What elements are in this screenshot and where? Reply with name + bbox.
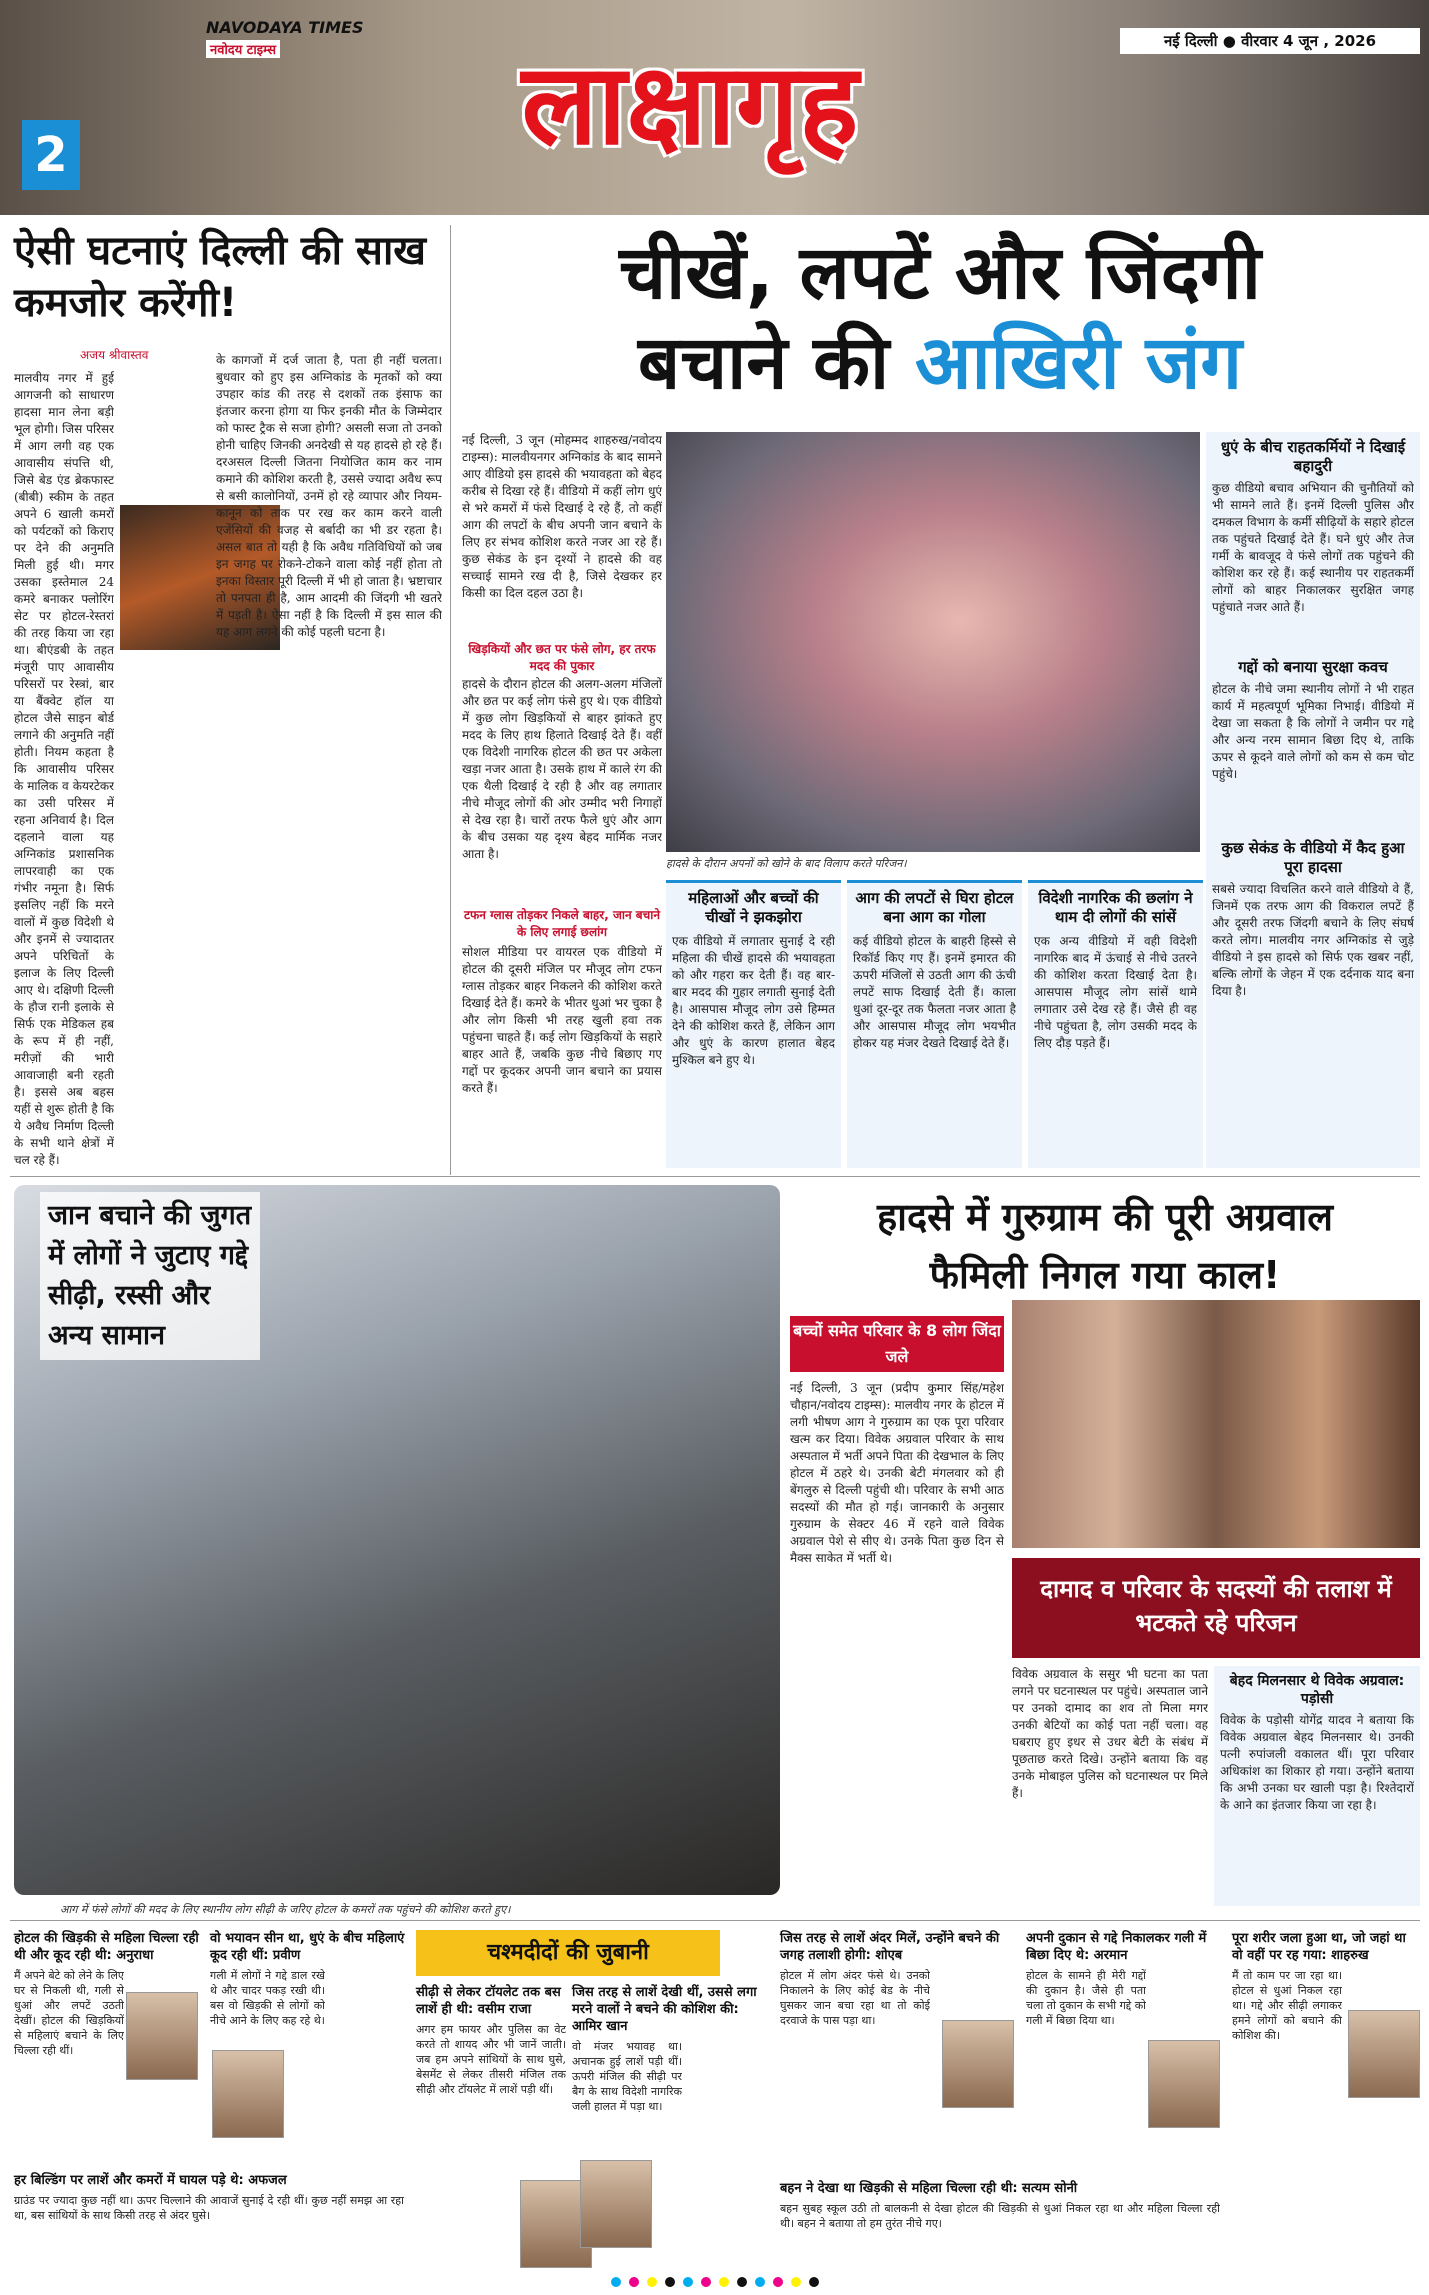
main-sub-1: खिड़कियों और छत पर फंसे लोग, हर तरफ मदद की पुकार <box>468 642 656 673</box>
witness-1-title: होटल की खिड़की से महिला चिल्ला रही थी और कूद रही थी: अनुराधा <box>14 1931 199 1963</box>
section-rule <box>10 1176 1420 1177</box>
left-story-body-2: के कागजों में दर्ज जाता है, पता ही नहीं चलता। बुधवार को हुए इस अग्निकांड के मृतकों को क्या उपहार कांड की तरह से दशकों तक इंसाफ का इंतजार करना होगा या फिर इनकी मौत के जिम्मेदार को फास्ट ट्रैक से सजा होगी? असली सजा तो उनको होनी चाहिए जिनकी अनदेखी से यह हादसे हो रहे हैं। दरअसल दिल्ली जितना नियोजित काम कर नाम कमाने की कोशिश करती है, उससे ज्यादा अवैध रूप से बसी कालोनियों, उनमें हो रहे व्यापार और नियम-कानून को ताक पर रख कर काम करने वाली एजेंसियों की वजह से बर्बादी का भी डर रहता है। असल बात तो यही है कि अवैध गतिविधियों को जब इन जगह पर रोकने-टोकने वाला कोई नहीं होता तो इनका विस्तार पूरी दिल्ली में भी हो जाता है। भ्रष्टाचार तो पनपता ही है, आम आदमी की जिंदगी भी खतरे में पड़ती है। ऐसा नहीं है कि दिल्ली में इस साल की यह आग लगने की कोई पहली घटना है। <box>216 353 442 639</box>
witness-8-body: मैं तो काम पर जा रहा था। होटल से धुआं निकल रहा था। गद्दे और सीढ़ी लगाकर हमने लोगों को बचाने की कोशिश की। <box>1232 1969 1342 2042</box>
main-story-body: नई दिल्ली, 3 जून (मोहम्मद शाहरुख/नवोदय टाइम्स): मालवीयनगर अग्निकांड के बाद सामने आए वीडियो इस हादसे की भयावहता को बेहद करीब से दिखा रहे हैं। वीडियो में कहीं लोग धुएं से भरे कमरों में फंसे दिखाई दे रहे हैं, तो कहीं आग की लपटों के बीच अपनी जान बचाने के लिए हर संभव कोशिश करते नजर आ रहे हैं। कुछ सेकंड के इन दृश्यों ने हादसे की वह सच्चाई सामने रख दी है, जिसे देखकर हर किसी का दिल दहल उठा है। <box>462 433 662 600</box>
family-photos-collage <box>1012 1300 1420 1548</box>
witness-9 <box>780 2180 1220 2275</box>
right-heading-3: कुछ सेकंड के वीडियो में कैद हुआ पूरा हादसा <box>1221 839 1405 876</box>
right-column <box>1206 432 1420 1168</box>
bottom-rule <box>10 1920 1420 1921</box>
main-photo-caption: हादसे के दौरान अपनों को खोने के बाद विलाप करते परिजन। <box>666 857 907 870</box>
info-box-3-body: एक अन्य वीडियो में वही विदेशी नागरिक बाद में ऊंचाई से नीचे उतरने की कोशिश करता दिखाई देता है। आसपास मौजूद लोग सांसें थामे लगातार उसे देख रहे हैं। जैसे ही वह नीचे पहुंचता है, लोग उसकी मदद के लिए दौड़ पड़ते हैं। <box>1034 934 1197 1050</box>
info-box-1-body: एक वीडियो में लगातार सुनाई दे रही महिला की चीखें हादसे की भयावहता को और गहरा कर देती हैं। वह बार-बार मदद की गुहार लगाती सुनाई देती है। आसपास मौजूद लोग उसे हिम्मत देने की कोशिश करते हैं, लेकिन आग और धुएं के कारण हालात बेहद मुश्किल बने हुए थे। <box>672 934 835 1067</box>
info-box-2-title: आग की लपटों से घिरा होटल बना आग का गोला <box>855 889 1014 926</box>
right-body-3: सबसे ज्यादा विचलित करने वाले वीडियो वे हैं, जिनमें एक तरफ आग की विकराल लपटें हैं और दूसरी तरफ जिंदगी बचाने के लिए संघर्ष करते लोग। मालवीय नगर अग्निकांड से जुड़े वीडियो ने इस हादसे को सिर्फ एक खबर नहीं, बल्कि लोगों के जेहन में एक दर्दनाक याद बना दिया है। <box>1212 882 1414 998</box>
registration-marks <box>0 2277 1429 2289</box>
witness-7-body: होटल के सामने ही मेरी गद्दों की दुकान है। जैसे ही पता चला तो दुकान के सभी गद्दे को गली में बिछा दिया था। <box>1026 1969 1146 2027</box>
main-headline-part-a: बचाने की <box>637 320 890 406</box>
witness-2-title: हर बिल्डिंग पर लाशें और कमरों में घायल पड़े थे: अफजल <box>14 2173 287 2188</box>
witness-9-title: बहन ने देखा था खिड़की से महिला चिल्ला रही थी: सत्यम सोनी <box>780 2181 1078 2196</box>
main-sub-2: टफन ग्लास तोड़कर निकले बाहर, जान बचाने के लिए लगाई छलांग <box>463 908 661 939</box>
witness-5-photo <box>580 2160 652 2248</box>
rescue-photo-overlay: जान बचाने की जुगत में लोगों ने जुटाए गद्दे सीढ़ी, रस्सी और अन्य सामान <box>40 1192 260 1360</box>
main-story-body-3: सोशल मीडिया पर वायरल एक वीडियो में होटल की दूसरी मंजिल पर मौजूद लोग टफन ग्लास तोड़कर बाहर निकलने की कोशिश करते दिखाई देते हैं। कमरे के भीतर धुआं भर चुका है और लोग किसी भी तरह खुली हवा तक पहुंचना चाहते हैं। कई लोग खिड़कियों के सहारे बाहर आते हैं, जबकि कुछ नीचे बिछाए गए गद्दों पर कूदकर अपनी जान बचाने का प्रयास करते हैं। <box>462 945 662 1095</box>
witness-6-photo <box>942 2020 1014 2108</box>
main-story-body-2: हादसे के दौरान होटल की अलग-अलग मंजिलों और छत पर कई लोग फंसे हुए थे। एक वीडियो में कुछ लोग खिड़कियों से बाहर झांकते हुए मदद के लिए हाथ हिलाते दिखाई देते हैं। वहीं एक विदेशी नागरिक होटल की छत पर अकेला खड़ा नजर आता है। उसके हाथ में काले रंग की एक थैली दिखाई दे रही है और वह लगातार नीचे मौजूद लोगों की ओर उम्मीद भरी निगाहों से देख रहा है। चारों तरफ फैले धुएं और आग के बीच उसका यह दृश्य बेहद मार्मिक नजर आता है। <box>462 677 662 861</box>
rescue-photo-caption: आग में फंसे लोगों की मदद के लिए स्थानीय लोग सीढ़ी के जरिए होटल के कमरों तक पहुंचने की कोशिश करते हुए। <box>60 1903 511 1916</box>
page-number: 2 <box>22 120 80 190</box>
info-box-2-body: कई वीडियो होटल के बाहरी हिस्से से रिकॉर्ड किए गए हैं। इनमें इमारत की ऊपरी मंजिलों से उठती आग की ऊंची लपटें साफ दिखाई देती हैं। काला धुआं दूर-दूर तक फैलता नजर आता है और आसपास मौजूद लोग भयभीत होकर यह मंजर देखते दिखाई देते हैं। <box>853 934 1016 1050</box>
witness-8-title: पूरा शरीर जला हुआ था, जो जहां था वो वहीं पर रह गया: शाहरुख <box>1232 1931 1406 1963</box>
family-headline-2: फैमिली निगल गया काल! <box>929 1253 1281 1297</box>
paper-name-hindi: नवोदय टाइम्स <box>206 40 280 58</box>
right-heading-2: गद्दों को बनाया सुरक्षा कवच <box>1238 658 1388 676</box>
dateline: नई दिल्ली ● वीरवार 4 जून , 2026 <box>1120 28 1420 54</box>
right-body-2: होटल के नीचे जमा स्थानीय लोगों ने भी राहत कार्य में महत्वपूर्ण भूमिका निभाई। वीडियो में देखा जा सकता है कि लोगों ने जमीन पर गद्दे और अन्य नरम सामान बिछा दिए थे, ताकि ऊपर से कूदने वाले लोगों को कम से कम चोट पहुंचे। <box>1212 682 1414 781</box>
neighbor-quote-title: बेहद मिलनसार थे विवेक अग्रवाल: पड़ोसी <box>1229 1673 1405 1707</box>
left-story-body-1: मालवीय नगर में हुई आगजनी को साधारण हादसा मान लेना बड़ी भूल होगी। जिस परिसर में आग लगी वह एक आवासीय संपत्ति थी, जिसे बेड एंड ब्रेकफास्ट (बीबी) स्कीम के तहत अपने 6 खाली कमरों को पर्यटकों को किराए पर देने की अनुमति मिली हुई थी। मगर उसका इस्तेमाल 24 कमरे बनाकर फ्लोरिंग सेट पर होटल-रेस्तरां की तरह किया जा रहा था। बीएंडबी के तहत मंजूरी पाए आवासीय परिसरों पर रेस्त्रां, बार या बैंक्वेट हॉल या होटल जैसे साइन बोर्ड लगाने की अनुमति नहीं होती। नियम कहता है कि आवासीय परिसर के मालिक व केयरटेकर का उसी परिसर में रहना अनिवार्य है। दिल दहलाने वाला यह अग्निकांड प्रशासनिक लापरवाही का एक गंभीर नमूना है। सिर्फ इसलिए नहीं कि मरने वालों में कुछ विदेशी थे और इनमें से ज्यादातर अपने परिचितों के इलाज के लिए दिल्ली आए थे। दक्षिणी दिल्ली के हौज रानी इलाके से सिर्फ एक मेडिकल हब के रूप में ही नहीं, मरीज़ों की भारी आवाजाही बनी रहती है। इससे अब बहस यहीं से शुरू होती है कि ये अवैध निर्माण दिल्ली के सभी थाने क्षेत्रों में चल रहे हैं। <box>14 371 114 1167</box>
main-headline-line-2 <box>460 318 1420 408</box>
neighbor-quote-body: विवेक के पड़ोसी योगेंद्र यादव ने बताया कि विवेक अग्रवाल बेहद मिलनसार थे। उनकी पत्नी रुपांजली वकालत थीं। पूरा परिवार अधिकांश का शिकार हो गया। उन्होंने बताया कि अभी उनका घर खाली पड़ा है। रिश्तेदारों के आने का इंतजार किया जा रहा है। <box>1220 1713 1414 1812</box>
left-story-headline: ऐसी घटनाएं दिल्ली की साख कमजोर करेंगी! <box>14 228 427 326</box>
info-box-3 <box>1028 880 1203 1168</box>
family-banner: दामाद व परिवार के सदस्यों की तलाश में भटकते रहे परिजन <box>1012 1558 1420 1658</box>
witness-6-body: होटल में लोग अंदर फंसे थे। उनको निकालने के लिए कोई बेड के नीचे घुसकर जान बचा रहा था तो कोई दरवाजे के पास पड़ा था। <box>780 1969 930 2027</box>
witness-2 <box>14 2172 404 2272</box>
witness-4-title: सीढ़ी से लेकर टॉयलेट तक बस लाशें ही थी: वसीम राजा <box>416 1985 561 2017</box>
family-tag: बच्चों समेत परिवार के 8 लोग जिंदा जले <box>790 1316 1004 1372</box>
family-story-body-2: विवेक अग्रवाल के ससुर भी घटना का पता लगने पर घटनास्थल पर पहुंचे। अस्पताल जाने पर उनको दामाद का शव तो मिला मगर उनकी बेटियों का कोई पता नहीं चला। वह घबराए हुए इधर से उधर बेटी के संबंध में पूछताछ करते दिखे। उन्होंने बताया कि वह उनके मोबाइल पुलिस को घटनास्थल पर मिले हैं। <box>1012 1667 1208 1800</box>
witness-7-title: अपनी दुकान से गद्दे निकालकर गली में बिछा दिए थे: अरमान <box>1026 1931 1207 1963</box>
witness-3-photo <box>212 2050 284 2138</box>
family-headline-1: हादसे में गुरुग्राम की पूरी अग्रवाल <box>876 1195 1334 1239</box>
eyewitness-banner: चश्मदीदों की जुबानी <box>416 1930 720 1976</box>
witness-7-photo <box>1148 2040 1220 2128</box>
witness-3-body: गली में लोगों ने गद्दे डाल रखे थे और चादर पकड़ रखी थी। बस वो खिड़की से लोगों को नीचे आने के लिए कह रहे थे। <box>210 1969 325 2027</box>
witness-3-title: वो भयावन सीन था, धुएं के बीच महिलाएं कूद रही थीं: प्रवीण <box>210 1931 405 1963</box>
info-box-3-title: विदेशी नागरिक की छलांग ने थाम दी लोगों की सांसें <box>1038 889 1193 926</box>
byline: अजय श्रीवास्तव <box>80 348 149 362</box>
column-rule <box>450 225 451 1175</box>
masthead-title: लाक्षागृह <box>521 40 859 170</box>
witness-5-title: जिस तरह से लाशें देखी थीं, उससे लगा मरने वालों ने बचने की कोशिश की: आमिर खान <box>572 1985 757 2034</box>
witness-9-body: बहन सुबह स्कूल उठी तो बालकनी से देखा होटल की खिड़की से धुआं निकल रहा था और महिला चिल्ला रही थी। बहन ने बताया तो हम तुरंत नीचे गए। <box>780 2202 1220 2230</box>
witness-4-body: अगर हम फायर और पुलिस का वेट करते तो शायद और भी जानें जाती। जब हम अपने सांथियों के साथ घुसे, बेसमेंट से लेकर तीसरी मंजिल तक सीढ़ी और टॉयलेट में लाशें पड़ी थीं। <box>416 2023 566 2096</box>
witness-2-body: ग्राउंड पर ज्यादा कुछ नहीं था। ऊपर चिल्लाने की आवाजें सुनाई दे रही थीं। कुछ नहीं समझ आ रहा था, बस सांथियों के साथ किसी तरह से अंदर घुसे। <box>14 2194 404 2222</box>
main-headline-part-b: आखिरी जंग <box>914 320 1243 406</box>
left-story-body-1b <box>14 660 214 1170</box>
main-headline-line-1: चीखें, लपटें और जिंदगी <box>619 230 1261 316</box>
paper-name: NAVODAYA TIMES <box>206 18 364 37</box>
witness-5-body: वो मंजर भयावह था। अचानक हुई लाशें पड़ी थीं। ऊपरी मंजिल की सीढ़ी पर बैग के साथ विदेशी नागरिक जली हालत में पड़ा था। <box>572 2040 682 2113</box>
witness-1-body: मैं अपने बेटे को लेने के लिए घर से निकली थी, गली से धुआं और लपटें उठती देखीं। होटल की खिड़कियों से महिलाएं बचाने के लिए चिल्ला रही थीं। <box>14 1969 124 2057</box>
grieving-family-photo <box>666 432 1200 852</box>
right-heading-1: धुएं के बीच राहतकर्मियों ने दिखाई बहादुरी <box>1220 438 1406 475</box>
info-box-1-title: महिलाओं और बच्चों की चीखों ने झकझोरा <box>688 889 819 926</box>
neighbor-quote-box <box>1214 1666 1420 1906</box>
family-story-body: नई दिल्ली, 3 जून (प्रदीप कुमार सिंह/महेश चौहान/नवोदय टाइम्स): मालवीय नगर के होटल में लगी भीषण आग ने गुरुग्राम का एक पूरा परिवार खत्म कर दिया। विवेक अग्रवाल परिवार के साथ अस्पताल में भर्ती अपने पिता की देखभाल के लिए होटल में ठहरे थे। उनकी बेटी मंगलवार को ही बेंगलुरु से दिल्ली पहुंची थी। परिवार के सभी आठ सदस्यों की मौत हो गई। जानकारी के अनुसार गुरुग्राम के सेक्टर 46 में रहने वाले विवेक अग्रवाल पेशे से सीए थे। उनके पिता कुछ दिन से मैक्स साकेत में भर्ती थे। <box>790 1381 1004 1565</box>
witness-6-title: जिस तरह से लाशें अंदर मिलें, उन्होंने बचने की जगह तलाशी होगी: शोएब <box>780 1931 1000 1963</box>
right-body-1: कुछ वीडियो बचाव अभियान की चुनौतियों को भी सामने लाते हैं। इनमें दिल्ली पुलिस और दमकल विभाग के कर्मी सीढ़ियों के सहारे होटल तक पहुंचते दिखाई देते हैं। घने धुएं और तेज गर्मी के बावजूद वे फंसे लोगों तक पहुंचने की कोशिश कर रहे हैं। कई स्थानीय पर राहतकर्मी लोगों को बाहर निकालकर सुरक्षित जगह पहुंचाते नजर आते हैं। <box>1212 481 1414 614</box>
info-box-1 <box>666 880 841 1168</box>
witness-8-photo <box>1348 2010 1420 2098</box>
witness-1-photo <box>126 1992 198 2080</box>
info-box-2 <box>847 880 1022 1168</box>
